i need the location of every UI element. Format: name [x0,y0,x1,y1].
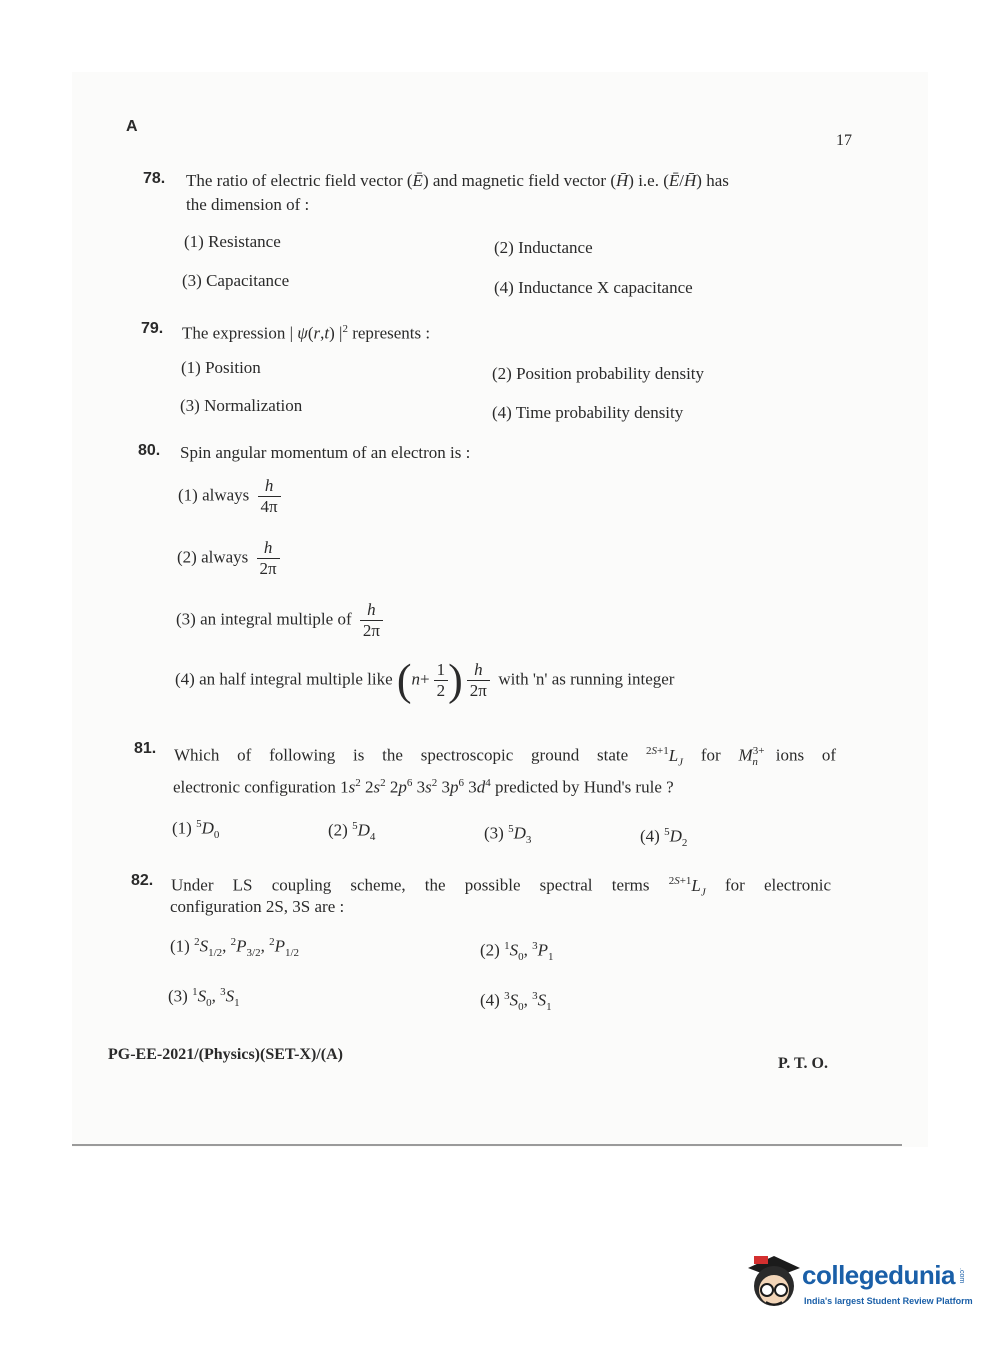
question-text: The expression | ψ(r,t) $|^2$ represents : [182,323,431,343]
question-text: Under LS coupling scheme, the possible spectral terms $^{2S+1}L_J$ for electronic [171,875,832,899]
question-number: 81. [134,740,157,757]
option: (3) $^5D_3$ [484,823,532,847]
question-number: 82. [131,872,154,889]
option: (3) Normalization [180,396,303,415]
question-number: 79. [141,320,164,337]
please-turn-over: P. T. O. [778,1055,828,1072]
exam-code: PG-EE-2021/(Physics)(SET-X)/(A) [108,1046,343,1063]
option: (3) Capacitance [182,271,290,290]
question-number: 80. [138,442,161,459]
option: (2) $^5D_4$ [328,820,376,844]
option: (1) $^5D_0$ [172,818,220,842]
option: (4) Inductance X capacitance [494,278,693,297]
question-text-line2: the dimension of : [186,195,310,214]
option: (2) Position probability density [492,364,705,383]
question-text: Spin angular momentum of an electron is : [180,443,471,462]
question-text: Which of following is the spectroscopic ground state $^{2S+1}L_J$ for $M^{3+}_n$ ions of [174,745,837,769]
brand-tld: .com [958,1268,965,1284]
option: (4) $^5D_2$ [640,826,688,850]
option: (2) always $\frac{h}{2\pi}$ [177,538,280,579]
option: (4) an half integral multiple like (n+ $\frac{1}{2}$ ) $\frac{h}{2\pi}$ with 'n' as running integer [175,655,675,705]
option: (1) Position [181,358,261,377]
option: (2) $^1S_0$, $^3P_1$ [480,940,554,964]
question-text-line2: configuration 2S, 3S are : [170,897,345,916]
mascot-icon [744,1250,804,1316]
question-text-line2: electronic configuration $1s^2$ $2s^2$ $2p^6$ $3s^2$ $3p^6$ $3d^4$ predicted by Hund's rule ? [173,777,674,797]
option: (1) $^2S_{1/2}$, $^2P_{3/2}$, $^2P_{1/2}$ [170,936,300,960]
option: (4) $^3S_0$, $^3S_1$ [480,990,552,1014]
divider [72,1144,902,1146]
option: (1) always $\frac{h}{4\pi}$ [178,476,281,517]
option: (3) $^1S_0$, $^3S_1$ [168,986,240,1010]
question-number: 78. [143,170,166,187]
option: (4) Time probability density [492,403,684,422]
question-text: The ratio of electric field vector (Ē) and magnetic field vector (H̄) i.e. (Ē/H̄) has [186,171,729,190]
brand-name: collegedunia [802,1260,955,1290]
set-letter: A [126,118,138,135]
collegedunia-logo [744,1250,973,1320]
option: (3) an integral multiple of $\frac{h}{2\pi}$ [176,600,383,641]
brand-tagline: India's largest Student Review Platform [804,1296,973,1306]
option: (1) Resistance [184,232,281,251]
page-number: 17 [836,132,852,149]
option: (2) Inductance [494,238,593,257]
